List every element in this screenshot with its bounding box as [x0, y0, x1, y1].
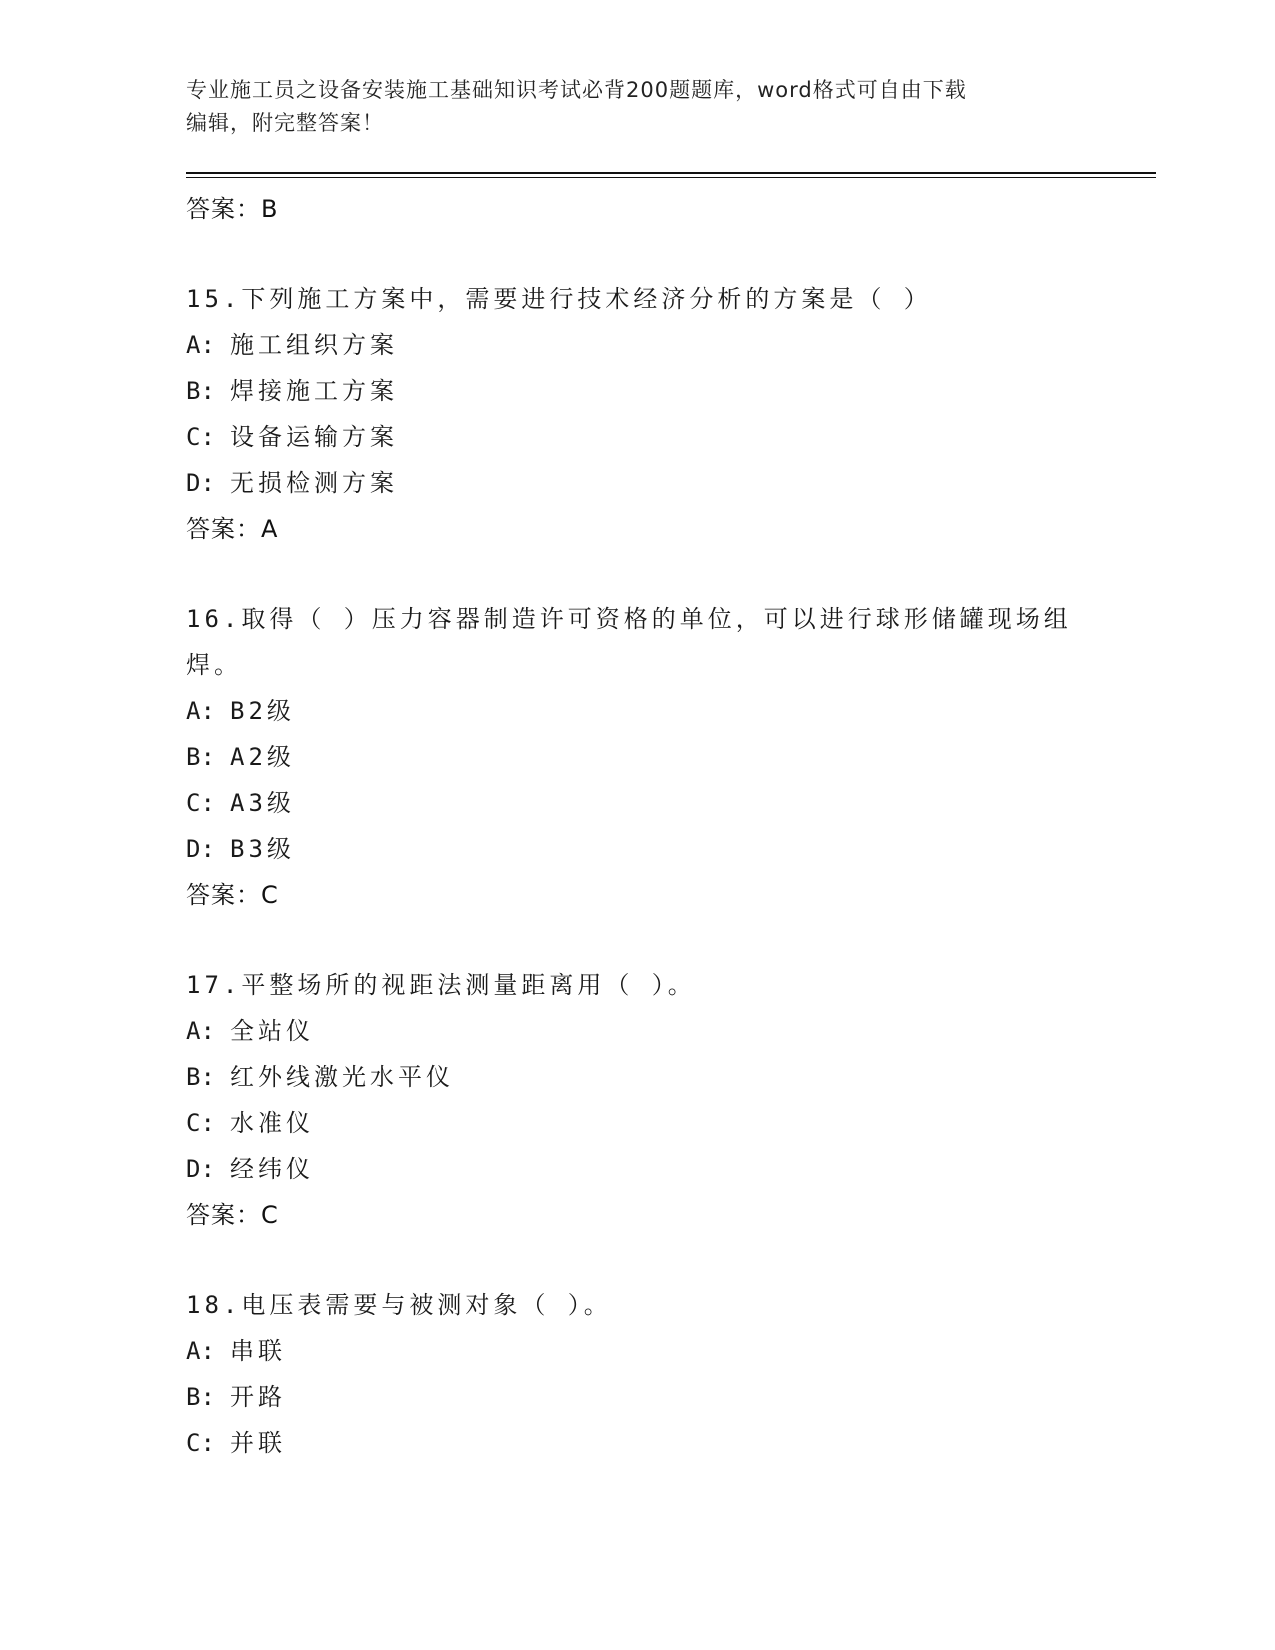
option-key: C:	[186, 789, 215, 817]
option-key: B:	[186, 1063, 215, 1091]
option-text: 设备运输方案	[230, 423, 398, 451]
option-b	[186, 1054, 1126, 1100]
option-a	[186, 1008, 1126, 1054]
header-title-line-2: 编辑，附完整答案！	[186, 111, 384, 135]
option-key: C:	[186, 1109, 215, 1137]
answer-line: 答案：A	[186, 515, 279, 543]
option-c	[186, 1420, 1126, 1466]
option-b	[186, 368, 1126, 414]
option-key: C:	[186, 423, 215, 451]
option-a	[186, 322, 1126, 368]
option-text: 开路	[230, 1383, 286, 1411]
option-c	[186, 414, 1126, 460]
option-c	[186, 780, 1126, 826]
option-key: A:	[186, 697, 215, 725]
option-a	[186, 688, 1126, 734]
question-text: 15.下列施工方案中，需要进行技术经济分析的方案是（ ）	[186, 285, 932, 313]
option-c	[186, 1100, 1126, 1146]
option-key: A:	[186, 1337, 215, 1365]
question-block	[186, 1282, 1126, 1466]
option-key: D:	[186, 835, 215, 863]
question-text: 18.电压表需要与被测对象（ ）。	[186, 1291, 612, 1319]
option-d	[186, 1146, 1126, 1192]
option-text: 无损检测方案	[230, 469, 398, 497]
option-a	[186, 1328, 1126, 1374]
answer-line: 答案：B	[186, 195, 279, 223]
option-key: D:	[186, 469, 215, 497]
option-text: 串联	[230, 1337, 286, 1365]
option-text: 并联	[230, 1429, 286, 1457]
option-text: 施工组织方案	[230, 331, 398, 359]
option-key: C:	[186, 1429, 215, 1457]
header-title-line-1: 专业施工员之设备安装施工基础知识考试必背200题题库，word格式可自由下载	[186, 78, 967, 102]
option-text: A2级	[230, 743, 295, 771]
option-key: B:	[186, 743, 215, 771]
header-rule-bottom	[186, 177, 1156, 178]
option-text: B2级	[230, 697, 295, 725]
option-key: A:	[186, 1017, 215, 1045]
option-key: D:	[186, 1155, 215, 1183]
option-d	[186, 460, 1126, 506]
option-key: A:	[186, 331, 215, 359]
document-header	[186, 74, 1066, 140]
option-text: B3级	[230, 835, 295, 863]
option-text: 经纬仪	[230, 1155, 314, 1183]
answer-line: 答案：C	[186, 1201, 279, 1229]
question-text: 16.取得（ ）压力容器制造许可资格的单位，可以进行球形储罐现场组焊。	[186, 605, 1072, 679]
header-rule-top	[186, 172, 1156, 174]
option-key: B:	[186, 377, 215, 405]
question-list	[186, 186, 1126, 1466]
option-text: A3级	[230, 789, 295, 817]
option-b	[186, 1374, 1126, 1420]
question-block	[186, 962, 1126, 1238]
question-block	[186, 596, 1126, 918]
question-text: 17.平整场所的视距法测量距离用（ ）。	[186, 971, 696, 999]
answer-line: 答案：C	[186, 881, 279, 909]
option-key: B:	[186, 1383, 215, 1411]
question-block	[186, 276, 1126, 552]
option-text: 水准仪	[230, 1109, 314, 1137]
option-text: 红外线激光水平仪	[230, 1063, 454, 1091]
option-text: 焊接施工方案	[230, 377, 398, 405]
option-b	[186, 734, 1126, 780]
option-text: 全站仪	[230, 1017, 314, 1045]
option-d	[186, 826, 1126, 872]
